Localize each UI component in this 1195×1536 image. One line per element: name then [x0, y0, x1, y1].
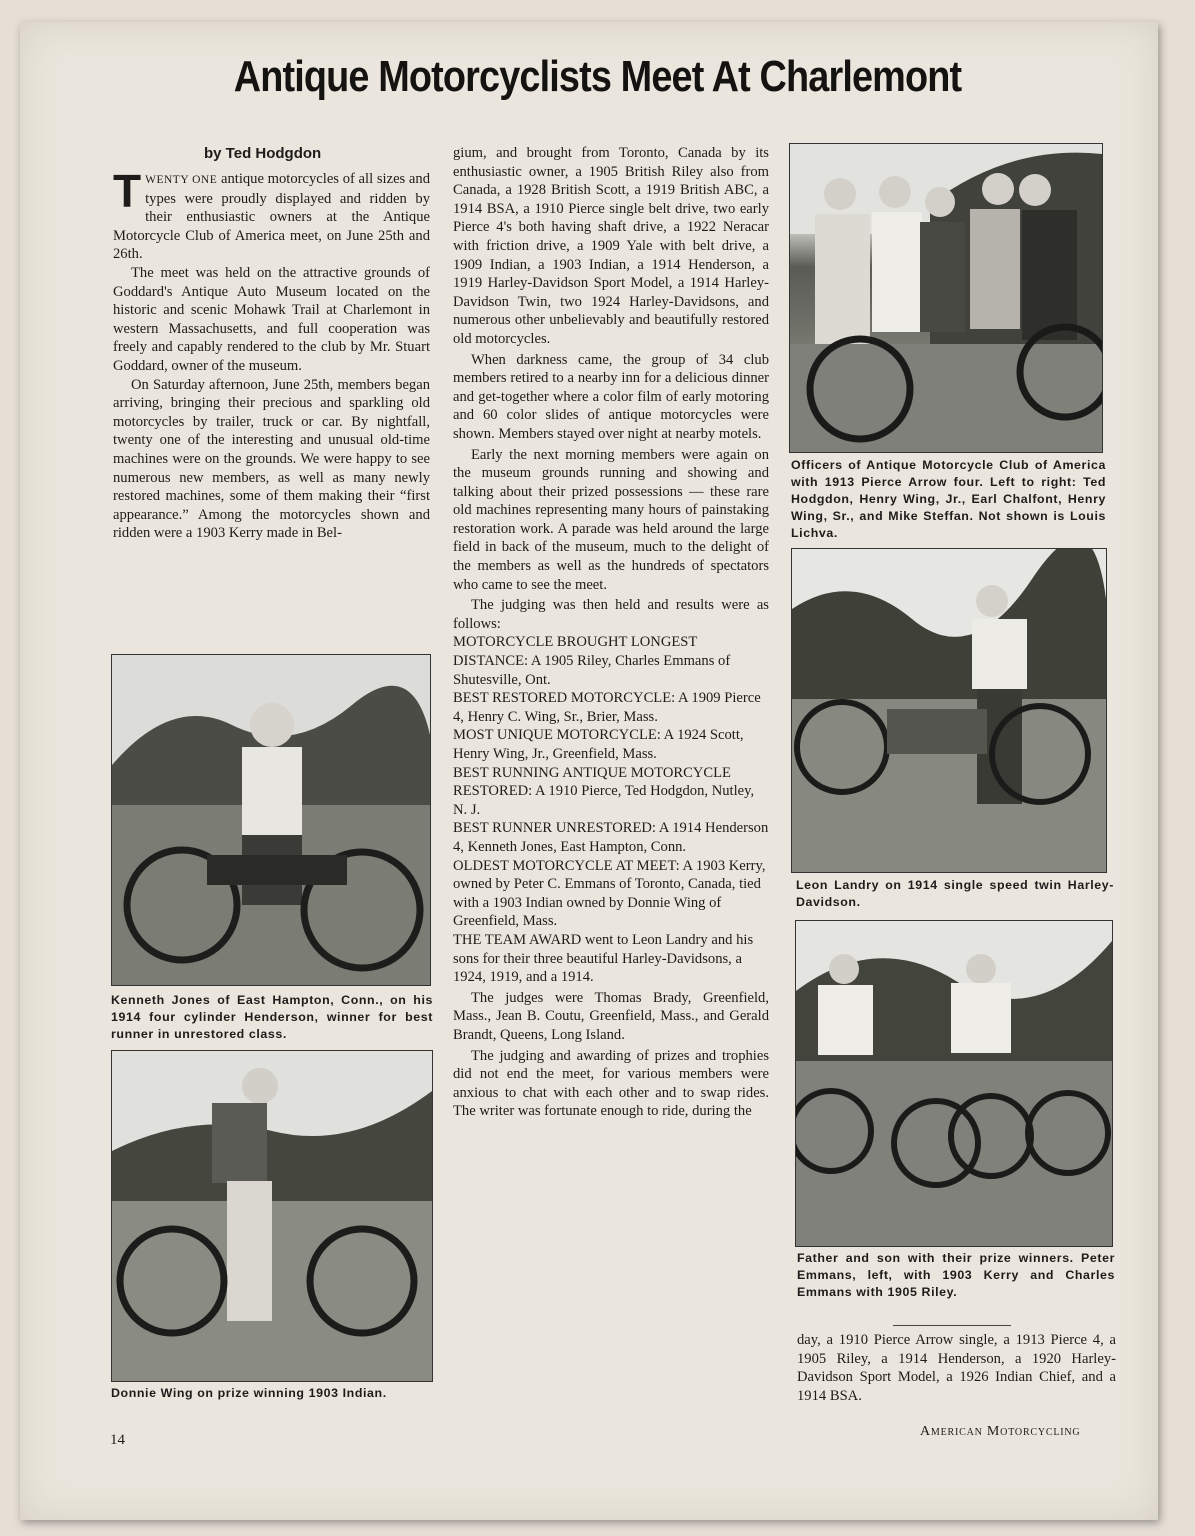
photo-graphic	[112, 655, 430, 985]
column-rule	[893, 1325, 1011, 1326]
paragraph	[113, 165, 431, 264]
column-3-text	[797, 1331, 1116, 1405]
column-2-text	[453, 144, 769, 1121]
photo-leon-landry	[791, 548, 1107, 873]
paragraph: Early the next morning members were again on the museum grounds running and showing and talking about their prized possessions — these rare old machines representing many hours of painstaking restoration work. A parade was held around the large field in back of the museum, much to the delight of the members as well as the hundreds of spectators who came to see the meet.	[453, 446, 769, 593]
result-entry: BEST RUNNING ANTIQUE MOTORCYCLE RESTORED: A 1910 Pierce, Ted Hodgdon, Nutley, N. J.	[453, 764, 755, 818]
photo-graphic	[796, 921, 1112, 1246]
drop-cap: T	[113, 165, 142, 217]
result-entry: BEST RUNNER UNRESTORED: A 1914 Henderson 4, Kenneth Jones, East Hampton, Conn.	[453, 820, 769, 855]
paragraph: The judging and awarding of prizes and trophies did not end the meet, for various members were anxious to chat with each other and to swap rides. The writer was fortunate enough to ride, during the	[453, 1047, 769, 1120]
column-1-text	[113, 165, 431, 543]
page-number: 14	[110, 1432, 125, 1448]
caption-club-officers: Officers of Antique Motorcycle Club of America with 1913 Pierce Arrow four. Left to right: Ted Hodgdon, Henry Wing, Jr., Earl Chalfont, Henry Wing, Sr., and Mike Steffan. Not shown is Louis Lichva.	[791, 458, 1106, 540]
caption-donnie-wing: Donnie Wing on prize winning 1903 Indian.	[111, 1386, 387, 1400]
result-entry: BEST RESTORED MOTORCYCLE: A 1909 Pierce 4, Henry C. Wing, Sr., Brier, Mass.	[453, 690, 761, 725]
paragraph: When darkness came, the group of 34 club members retired to a nearby inn for a delicious dinner and get-together where a color film of early motoring and 60 color slides of antique motorcycles were shown. Members stayed over night at nearby motels.	[453, 351, 769, 442]
photo-graphic	[792, 549, 1106, 872]
result-entry: MOST UNIQUE MOTORCYCLE: A 1924 Scott, Henry Wing, Jr., Greenfield, Mass.	[453, 727, 744, 762]
magazine-name-text: American Motorcycling	[920, 1424, 1081, 1439]
caption-emmans: Father and son with their prize winners. Peter Emmans, left, with 1903 Kerry and Charles Emmans with 1905 Riley.	[797, 1251, 1115, 1299]
result-entry: MOTORCYCLE BROUGHT LONGEST DISTANCE: A 1905 Riley, Charles Emmans of Shutesville, Ont.	[453, 634, 731, 688]
paragraph-text: antique motorcycles of all sizes and types were proudly displayed and ridden by their enthusiastic owners at the Antique Motorcycle Club of America meet, on June 25th and 26th.	[113, 171, 431, 263]
photo-graphic	[790, 144, 1102, 452]
magazine-name	[920, 1424, 1080, 1440]
photo-kenneth-jones	[111, 654, 431, 986]
byline: by Ted Hodgdon	[204, 145, 322, 162]
caption-kenneth-jones: Kenneth Jones of East Hampton, Conn., on his 1914 four cylinder Henderson, winner for best runner in unrestored class.	[111, 993, 433, 1041]
result-entry: THE TEAM AWARD went to Leon Landry and his sons for their three beautiful Harley-Davidsons, a 1924, 1919, and a 1914.	[453, 931, 754, 986]
photo-club-officers	[789, 143, 1103, 453]
photo-emmans	[795, 920, 1113, 1247]
paragraph: The judging was then held and results were as follows:	[453, 597, 769, 632]
paragraph: gium, and brought from Toronto, Canada by its enthusiastic owner, a 1905 British Riley also from Canada, a 1928 British Scott, a 1919 British ABC, a 1914 BSA, a 1910 Pierce single belt drive, two early Pierce 4's both having shaft drive, a 1922 Neracar with friction drive, a 1909 Yale with belt drive, a 1909 Indian, a 1903 Indian, a 1914 Henderson, a 1919 Harley-Davidson Sport Model, a 1914 Harley-Davidson Twin, two 1924 Harley-Davidsons, and numerous other unbelievably and beautifully restored old motorcycles.	[453, 145, 769, 347]
paragraph: day, a 1910 Pierce Arrow single, a 1913 Pierce 4, a 1905 Riley, a 1914 Henderson, a 1920 Harley-Davidson Sport Model, a 1926 Indian Chief, and a 1914 BSA.	[797, 1332, 1116, 1404]
article-title: Antique Motorcyclists Meet At Charlemont	[233, 52, 962, 101]
caption-leon-landry: Leon Landry on 1914 single speed twin Harley-Davidson.	[796, 878, 1114, 909]
photo-donnie-wing	[111, 1050, 433, 1382]
photo-graphic	[112, 1051, 432, 1381]
lead-words: WENTY ONE	[145, 174, 218, 186]
paragraph: On Saturday afternoon, June 25th, members began arriving, bringing their precious and sparkling old motorcycles by trailer, truck or car. By nightfall, twenty one of the interesting and unusual old-time machines were on the grounds. We were happy to see numerous new members, as well as many newly restored machines, some of them making their “first appearance.” Among the motorcycles shown and ridden were a 1903 Kerry made in Bel-	[113, 376, 430, 542]
result-entry: OLDEST MOTORCYCLE AT MEET: A 1903 Kerry, owned by Peter C. Emmans of Toronto, Canada, tied with a 1903 Indian owned by Donnie Wing of Greenfield, Mass.	[453, 857, 766, 930]
paragraph: The judges were Thomas Brady, Greenfield, Mass., Jean B. Coutu, Greenfield, Mass., and Gerald Brandt, Queens, Long Island.	[453, 989, 769, 1043]
paragraph: The meet was held on the attractive grounds of Goddard's Antique Auto Museum located on the historic and scenic Mohawk Trail at Charlemont in western Massachusetts, and full cooperation was freely and capably rendered to the club by Mr. Stuart Goddard, owner of the museum.	[113, 264, 430, 374]
